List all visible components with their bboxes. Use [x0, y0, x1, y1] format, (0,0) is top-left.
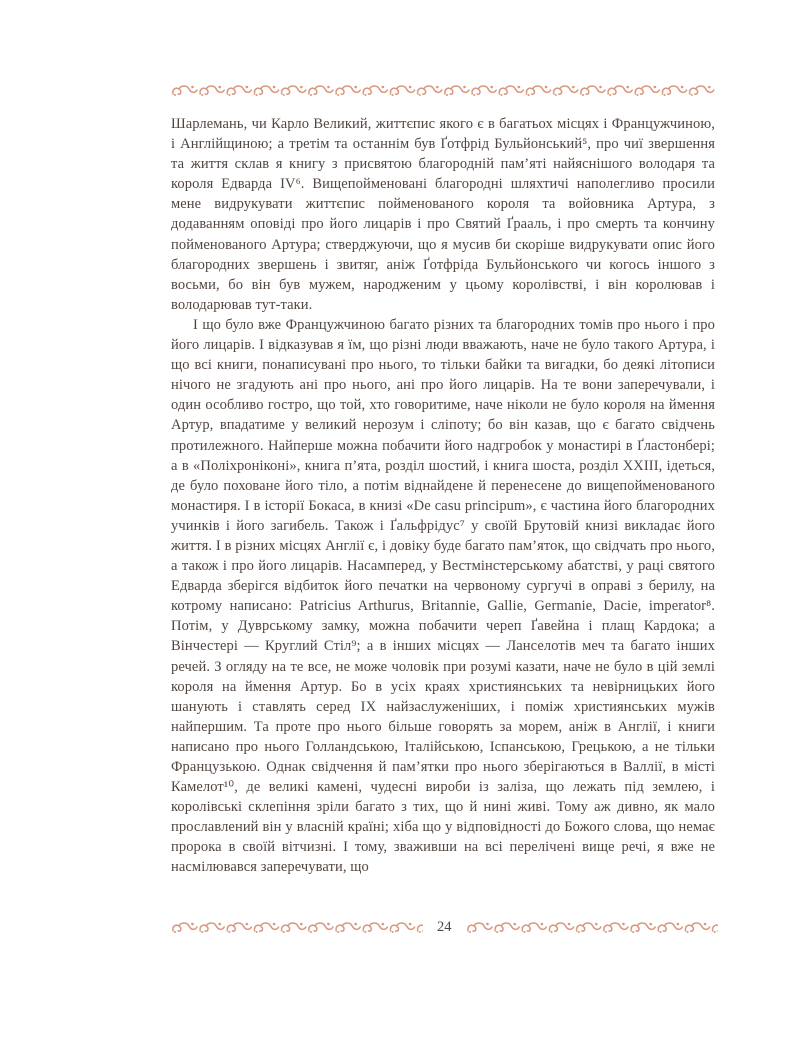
vine-ornament-icon	[466, 921, 718, 934]
paragraph-continuation: Шарлемань, чи Карло Великий, життєпис якого є в багатьох місцях і Францужчиною, і Англійщиною; а третім та останнім був Ґотфрід Бульйонський⁵, про чиї звершення та життя склав я книгу з присвятою благородній пам’яті найяснішого володаря та короля Едварда IV⁶. Вищепойменовані благородні шляхтичі наполегливо просили мене видрукувати життєпис пойменованого короля та войовника Артура, з додаванням оповіді про його лицарів і про Святий Ґрааль, і про смерть та кончину пойменованого Артура; стверджуючи, що я мусив би скоріше видрукувати опис його благородних звершень і звитяг, аніж Ґотфріда Бульйонського чи когось іншого з восьми, бо він був мужем, народженим у цьому королівстві, і він королював і володарював тут-таки.	[171, 116, 715, 313]
vine-ornament-icon	[171, 921, 423, 934]
page-text	[171, 114, 715, 878]
paragraph: І що було вже Францужчиною багато різних та благородних томів про нього і про його лицарів. І відказував я їм, що різні люди вважають, наче не було такого Артура, і що всі книги, понаписувані про нього, то тільки байки та вигадки, бо деякі літописи нічого не згадують ані про нього, ані про його лицарів. На те вони заперечували, і один особливо гостро, що той, хто говоритиме, наче ніколи не було короля на ймення Артур, впадатиме у великий нерозум і сліпоту; бо він казав, що є багато свідчень протилежного. Найперше можна побачити його надгробок у монастирі в Ґластонбері; а в «Поліхроніконі», книга п’ята, розділ шостий, і книга шоста, розділ XXIII, ідеться, де було поховане його тіло, а потім віднайдене й перенесене до вищепойменованого монастиря. І в історії Бокаса, в книзі «De casu principum», є частина його благородних учинків і його загибель. Також і Ґальфрідус⁷ у своїй Брутовій книзі викладає його життя. І в різних місцях Англії є, і довіку буде багато пам’яток, що свідчать про нього, а також і про його лицарів. Насамперед, у Вестмінстерському абатстві, у раці святого Едварда зберігся відбиток його печатки на червоному сургучі в оправі з берилу, на котрому написано: Patricius Arthurus, Britannie, Gallie, Germanie, Dacie, imperator⁸. Потім, у Дуврському замку, можна побачити череп Ґавейна і плащ Кардока; а Вінчестері — Круглий Стіл⁹; а в інших місцях — Ланселотів меч та багато інших речей. З огляду на те все, не може чоловік при розумі казати, наче не було в цій землі короля на ймення Артур. Бо в усіх краях християнських та невірницьких його шанують і ставлять серед IX найзаслуженіших, і поміж християнських мужів найпершим. Та проте про нього більше говорять за морем, аніж в Англії, і книги написано про нього Голландською, Італійською, Іспанською, Грецькою, а не тільки Французькою. Однак свідчення й пам’ятки про нього зберігаються в Валлії, в місті Камелот¹⁰, де великі камені, чудесні вироби із заліза, що лежать під землею, і королівські склепіння зріли багато з тих, що й нині живі. Тому аж дивно, як мало прославлений він у власній країні; хіба що у відповідності до Божого слова, що немає пророка в своїй вітчизні. І тому, зваживши на всі перелічені вище речі, я вже не насмілювався заперечувати, що	[171, 316, 715, 876]
vine-ornament-icon	[171, 84, 715, 97]
ornament-border-top	[171, 84, 715, 97]
page-footer	[171, 919, 715, 935]
ornament-border-bottom-right	[466, 921, 718, 934]
ornament-border-bottom-left	[171, 921, 423, 934]
page-number: 24	[437, 918, 452, 935]
